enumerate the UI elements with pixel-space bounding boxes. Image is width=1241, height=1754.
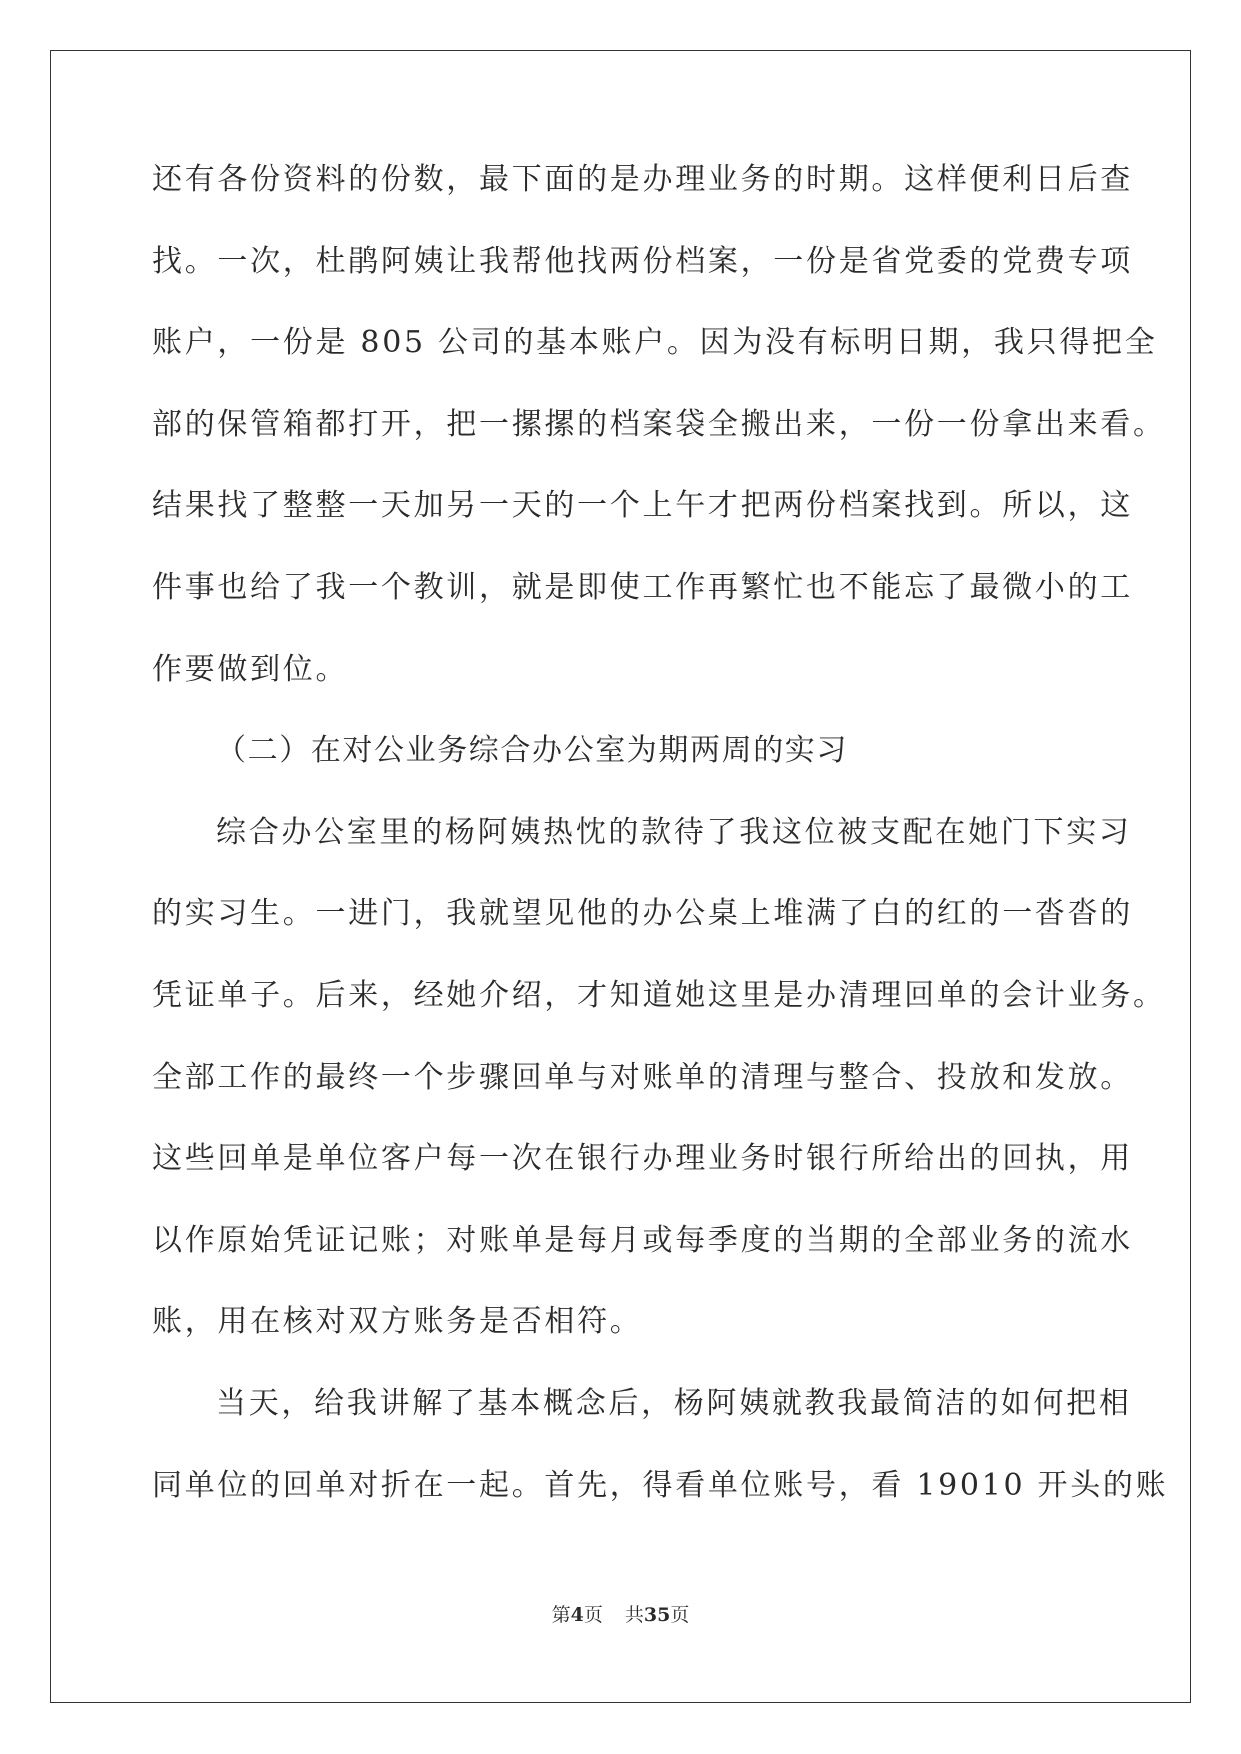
paragraph-first-line: 综合办公室里的杨阿姨热忱的款待了我这位被支配在她门下实习 — [216, 814, 1132, 850]
footer-page-suffix: 页 — [583, 1604, 603, 1626]
paragraph-line: 部的保管箱都打开，把一摞摞的档案袋全搬出来，一份一份拿出来看。 — [152, 406, 1166, 442]
paragraph-line: 凭证单子。后来，经她介绍，才知道她这里是办清理回单的会计业务。 — [152, 977, 1166, 1013]
total-pages: 35 — [643, 1604, 671, 1626]
page-footer — [0, 1603, 1241, 1627]
paragraph-line: 同单位的回单对折在一起。首先，得看单位账号，看 19010 开头的账 — [152, 1467, 1169, 1503]
paragraph-line: 结果找了整整一天加另一天的一个上午才把两份档案找到。所以，这 — [152, 488, 1133, 524]
paragraph-line: 作要做到位。 — [152, 651, 349, 687]
paragraph-first-line: 当天，给我讲解了基本概念后，杨阿姨就教我最简洁的如何把相 — [216, 1385, 1132, 1421]
paragraph-line: 这些回单是单位客户每一次在银行办理业务时银行所给出的回执，用 — [152, 1141, 1133, 1177]
footer-page-prefix: 第 — [551, 1604, 571, 1626]
paragraph-line: 账，用在核对双方账务是否相符。 — [152, 1304, 643, 1340]
footer-total-suffix: 页 — [670, 1604, 690, 1626]
paragraph-line: 找。一次，杜鹃阿姨让我帮他找两份档案，一份是省党委的党费专项 — [152, 243, 1133, 279]
paragraph-line: 的实习生。一进门，我就望见他的办公桌上堆满了白的红的一沓沓的 — [152, 896, 1133, 932]
paragraph-line: 件事也给了我一个教训，就是即使工作再繁忙也不能忘了最微小的工 — [152, 569, 1133, 605]
page-number: 4 — [570, 1604, 584, 1626]
paragraph-line: 全部工作的最终一个步骤回单与对账单的清理与整合、投放和发放。 — [152, 1059, 1133, 1095]
paragraph-line: 还有各份资料的份数，最下面的是办理业务的时期。这样便利日后查 — [152, 162, 1133, 197]
section-heading: （二）在对公业务综合办公室为期两周的实习 — [216, 733, 848, 769]
footer-total-prefix: 共 — [624, 1604, 644, 1626]
document-body — [152, 160, 1169, 1547]
paragraph-line: 以作原始凭证记账；对账单是每月或每季度的当期的全部业务的流水 — [152, 1222, 1133, 1258]
paragraph-line: 账户，一份是 805 公司的基本账户。因为没有标明日期，我只得把全 — [152, 325, 1158, 361]
